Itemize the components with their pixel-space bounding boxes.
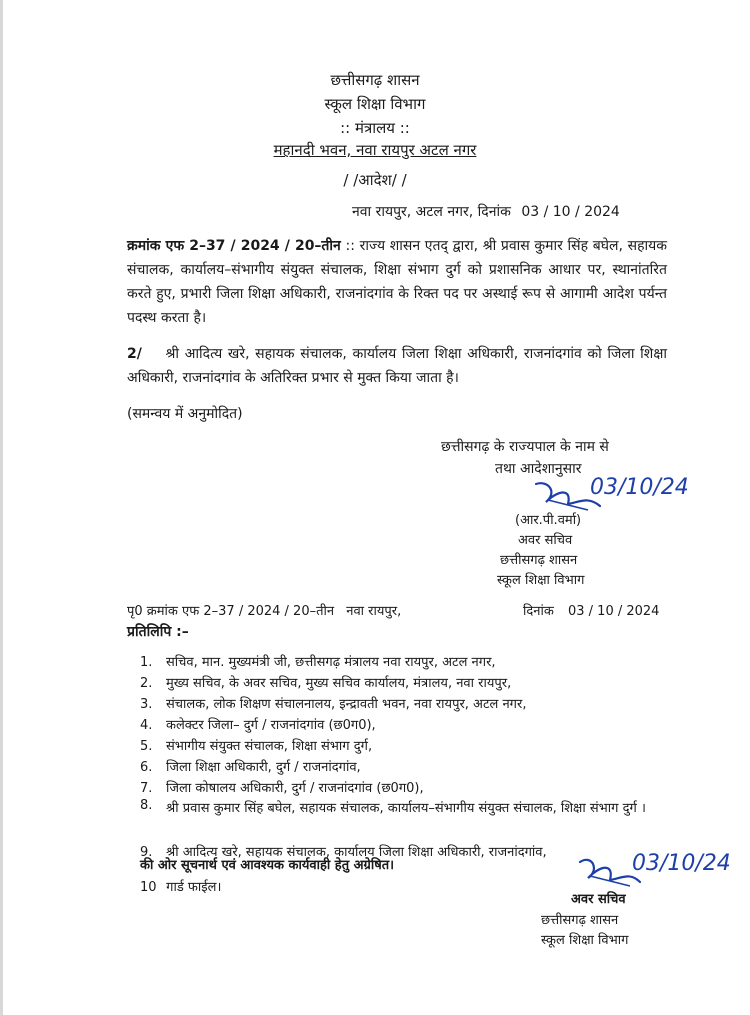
endorsement-number: पृ0 क्रमांक एफ 2–37 / 2024 / 20–तीन [127,604,335,619]
list-item-number: 10 [140,880,157,895]
list-item [140,757,361,775]
list-item-number: 3. [140,697,153,712]
list-item-number: 8. [140,798,153,813]
endorsement-date-wrap [523,601,659,619]
header-department: स्कूल शिक्षा विभाग [324,95,426,113]
list-item-text: संचालक, लोक शिक्षण संचालनालय, इन्द्रावती भवन, नवा रायपुर, अटल नगर, [166,697,527,712]
order-place-date [352,202,620,221]
order-date: 03 / 10 / 2024 [521,204,620,220]
header-ministry: :: मंत्रालय :: [340,119,410,137]
list-item-text: श्री प्रवास कुमार सिंह बघेल, सहायक संचालक, कार्यालय–संभागीय संयुक्त संचालक, शिक्षा संभाग दुर्ग । [166,801,646,816]
list-item-number: 4. [140,718,153,733]
order-number: क्रमांक एफ 2–37 / 2024 / 20–तीन [127,238,341,254]
list-item-number: 7. [140,781,153,796]
order-place: नवा रायपुर, अटल नगर, दिनांक [352,204,511,220]
header-address: महानदी भवन, नवा रायपुर अटल नगर [273,141,477,159]
list-item [140,673,511,691]
list-item-10 [140,877,221,895]
signature2-scribble [574,838,731,894]
order-paragraph-2-text: श्री आदित्य खरे, सहायक संचालक, कार्यालय जिला शिक्षा अधिकारी, राजनांदगांव को जिला शिक्षा अधिकारी, राजनांदगांव के अतिरिक्त प्रभार से मुक्त किया जाता है। [127,346,667,386]
order-paragraph-1 [127,234,667,330]
list-item-text: मुख्य सचिव, के अवर सचिव, मुख्य सचिव कार्यालय, मंत्रालय, नवा रायपुर, [166,676,512,691]
signature2-scrawl-date: 03/10/24 [632,851,731,876]
list-item [140,798,666,820]
order-paragraph-1-text: :: राज्य शासन एतद् द्वारा, श्री प्रवास कुमार सिंह बघेल, सहायक संचालक, कार्यालय–संभागीय संयुक्त संचालक, शिक्षा संभाग दुर्ग को प्रशासनिक आधार पर, स्थानांतरित करते हुए, प्रभारी जिला शिक्षा अधिकारी, राजनांदगांव के रिक्त पद पर अस्थाई रूप से आगामी आदेश पर्यन्त पदस्थ करता है। [127,238,668,326]
signature2-designation: अवर सचिव [571,892,626,907]
list-item-text: श्री आदित्य खरे, सहायक संचालक, कार्यालय जिला शिक्षा अधिकारी, राजनांदगांव, [166,845,547,860]
paragraph-2-number: 2/ [127,346,142,362]
signature1-govt: छत्तीसगढ़ शासन [500,553,578,568]
list-item-text: जिला शिक्षा अधिकारी, दुर्ग / राजनांदगांव, [166,760,361,775]
copy-label: प्रतिलिपि :– [127,624,189,640]
list-item [140,694,526,712]
list-item [140,736,372,754]
list-item-number: 5. [140,739,153,754]
signature1-line2: तथा आदेशानुसार [495,461,582,477]
signature1-name: (आर.पी.वर्मा) [515,513,582,528]
endorsement-place: नवा रायपुर, [346,604,402,619]
signature2-department: स्कूल शिक्षा विभाग [541,933,629,948]
list-item-number: 6. [140,760,153,775]
list-item-text: गार्ड फाईल। [166,880,222,895]
endorsement-date: 03 / 10 / 2024 [567,604,660,619]
list-item-number: 1. [140,655,153,670]
signature2-govt: छत्तीसगढ़ शासन [541,913,619,928]
signature1-department: स्कूल शिक्षा विभाग [497,573,585,588]
list-item-text: जिला कोषालय अधिकारी, दुर्ग / राजनांदगांव (छ0ग0), [166,781,424,796]
list-item [140,652,496,670]
endorsement-line [127,601,401,619]
header-govt: छत्तीसगढ़ शासन [330,71,420,89]
signature1-scrawl-date: 03/10/24 [590,475,689,500]
list-item-text: कलेक्टर जिला– दुर्ग / राजनांदगांव (छ0ग0), [166,718,376,733]
list-item-number: 2. [140,676,153,691]
list-item [140,778,424,796]
forward-note: की ओर सूचनार्थ एवं आवश्यक कार्यवाही हेतु अग्रेषित। [140,858,395,873]
list-item-text: सचिव, मान. मुख्यमंत्री जी, छत्तीसगढ़ मंत्रालय नवा रायपुर, अटल नगर, [166,655,496,670]
signature1-designation: अवर सचिव [518,533,573,548]
list-item [140,715,376,733]
order-paragraph-2 [127,342,667,390]
approval-note: (समन्वय में अनुमोदित) [127,406,243,422]
endorsement-date-label: दिनांक [523,604,554,619]
list-item-number: 9. [140,845,153,860]
signature1-line1: छत्तीसगढ़ के राज्यपाल के नाम से [441,439,609,455]
order-title: / /आदेश/ / [343,171,407,189]
list-item-text: संभागीय संयुक्त संचालक, शिक्षा संभाग दुर्ग, [166,739,373,754]
